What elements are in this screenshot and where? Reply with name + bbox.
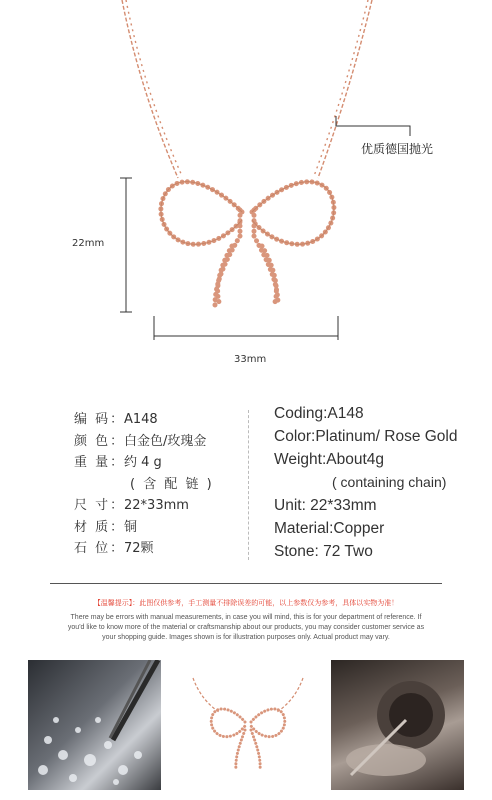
chain-left — [122, 0, 182, 178]
spec-row-material: 材 质：铜 — [74, 519, 138, 535]
thumb-craftsmanship-image — [331, 660, 464, 790]
spec-en-material: Material:Copper — [274, 520, 385, 537]
specs-english — [274, 405, 488, 566]
spec-row-color: 颜 色：白金色/玫瑰金 — [74, 433, 207, 449]
spec-en-color: Color:Platinum/ Rose Gold — [274, 428, 458, 445]
callout-line — [336, 116, 410, 136]
spec-en-weight-note: ( containing chain) — [332, 474, 447, 490]
specs-divider — [248, 410, 249, 560]
specs-chinese — [74, 408, 244, 559]
spec-row-weight-note: ( 含 配 链 ) — [130, 476, 214, 492]
thumb-necklace-image — [181, 660, 314, 790]
thumb-loose-stones-image — [28, 660, 161, 790]
height-label: 22mm — [72, 238, 105, 249]
disclaimer-text: There may be errors with manual measurements, in case you will mind, this is for your department of reference. If you'd like to know more of the material or craftsmanship about our products, you may consider customer service as your shopping guide. Images shown is for illustration purposes only. Actual product may vary. — [67, 614, 425, 641]
spec-en-stone: Stone: 72 Two — [274, 543, 373, 560]
polish-callout-label: 优质德国抛光 — [361, 142, 434, 156]
spec-en-weight: Weight:About4g — [274, 451, 385, 468]
notice-text: 【温馨提示】：此图仅供参考，手工测量不排除误差的可能，以上参数仅为参考，具体以实物为准！ — [93, 599, 399, 607]
section-divider — [50, 583, 442, 584]
width-dimension — [154, 316, 338, 340]
product-hero-image — [0, 0, 492, 380]
spec-en-coding: Coding:A148 — [274, 405, 364, 422]
spec-row-size: 尺 寸：22*33mm — [74, 498, 189, 513]
spec-row-weight: 重 量：约 4 g — [74, 455, 162, 470]
spec-en-unit: Unit: 22*33mm — [274, 497, 377, 514]
width-label: 33mm — [234, 354, 267, 365]
height-dimension — [120, 178, 132, 312]
spec-row-stones: 石 位：72颗 — [74, 541, 154, 556]
spec-row-code: 编 码：A148 — [74, 412, 158, 427]
